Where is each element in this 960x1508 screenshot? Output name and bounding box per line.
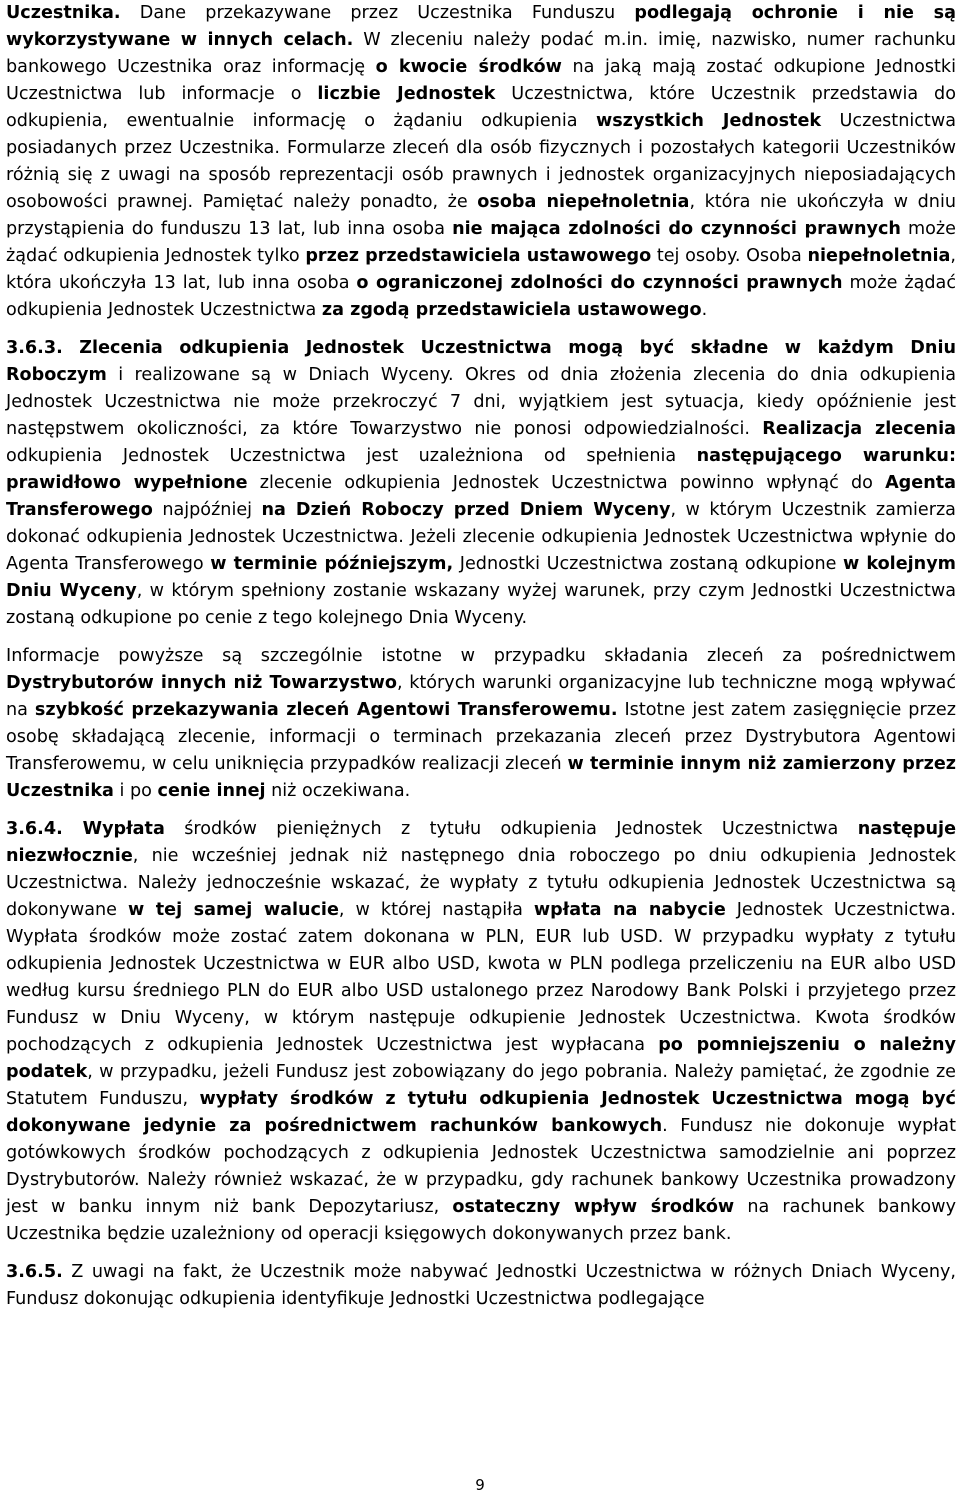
bold-text-run: wpłata na nabycie (533, 900, 726, 920)
text-run: , w której nastąpiła (338, 900, 534, 920)
text-run: , która nie ukończyła w dniu przystąpienia do funduszu 13 lat, lub inna osoba (6, 192, 956, 239)
text-run: może żądać odkupienia Jednostek Uczestnictwa (6, 273, 956, 320)
page-number: 9 (475, 1476, 485, 1494)
text-run: na rachunek bankowy Uczestnika będzie uzależniony od operacji księgowych dokonywanych przez bank. (6, 1197, 956, 1244)
bold-text-run: 3.6.5. (6, 1262, 63, 1282)
bold-text-run: Uczestnika. (6, 3, 121, 23)
text-run: , w przypadku, jeżeli Fundusz jest zobowiązany do jego pobrania. Należy pamiętać, że zgodnie ze Statutem Funduszu, (6, 1062, 956, 1109)
bold-text-run: liczbie Jednostek (317, 84, 496, 104)
bold-text-run: szybkość przekazywania zleceń Agentowi Transferowemu. (34, 700, 618, 720)
bold-text-run: w terminie innym niż zamierzony przez Uczestnika (6, 754, 956, 801)
paragraph-information (6, 643, 956, 805)
bold-text-run: 3.6.3. Zlecenia odkupienia Jednostek Uczestnictwa mogą być składne w każdym Dniu Roboczym (6, 338, 956, 385)
bold-text-run: po pomniejszeniu o należny podatek (6, 1035, 956, 1082)
text-run: odkupienia Jednostek Uczestnictwa jest uzależniona od spełnienia (6, 446, 697, 466)
bold-text-run: nie mająca zdolności do czynności prawnych (452, 219, 901, 239)
text-run: , w którym Uczestnik zamierza dokonać odkupienia Jednostek Uczestnictwa. Jeżeli zlecenie odkupienia Jednostek Uczestnictwa wpłynie do Agenta Transferowego (6, 500, 956, 574)
bold-text-run: następuje niezwłocznie (6, 819, 956, 866)
bold-text-run: wypłaty środków z tytułu odkupienia Jednostek Uczestnictwa mogą być dokonywane jedynie za pośrednictwem rachunków bankowych (6, 1089, 956, 1136)
bold-text-run: w kolejnym Dniu Wyceny (6, 554, 956, 601)
bold-text-run: w terminie późniejszym, (210, 554, 454, 574)
bold-text-run: Realizacja zlecenia (762, 419, 956, 439)
bold-text-run: o kwocie środków (375, 57, 562, 77)
text-run: . (701, 300, 708, 320)
bold-text-run: niepełnoletnia (807, 246, 951, 266)
text-run: niż oczekiwana. (265, 781, 411, 801)
text-run: , w którym spełniony zostanie wskazany wyżej warunek, przy czym Jednostki Uczestnictwa zostaną odkupione po cenie z tego kolejnego Dnia Wyceny. (6, 581, 957, 628)
bold-text-run: Dystrybutorów innych niż Towarzystwo (6, 673, 397, 693)
text-run: Jednostki Uczestnictwa zostaną odkupione (453, 554, 844, 574)
text-run: może żądać odkupienia Jednostek tylko (6, 219, 956, 266)
text-run: W zleceniu należy podać m.in. imię, nazwisko, numer rachunku bankowego Uczestnika oraz informację (6, 30, 956, 77)
bold-text-run: wszystkich Jednostek (595, 111, 822, 131)
bold-text-run: 3.6.4. Wypłata (6, 819, 165, 839)
text-run: Jednostek Uczestnictwa. Wypłata środków może zostać zatem dokonana w PLN, EUR lub USD. W przypadku wypłaty z tytułu odkupienia Jednostek Uczestnictwa w EUR albo USD, kwota w PLN podlega przeliczeniu na EUR albo USD według kursu średniego PLN do EUR albo USD ustalonego przez Narodowy Bank Polski i przyjetego przez Fundusz w Dniu Wyceny, w którym następuje odkupienie Jednostek Uczestnictwa. Kwota środków pochodzących z odkupienia Jednostek Uczestnictwa jest wypłacana (6, 900, 956, 1055)
text-run: Dane przekazywane przez Uczestnika Funduszu (120, 3, 635, 23)
bold-text-run: Agenta Transferowego (6, 473, 957, 520)
bold-text-run: w tej samej walucie (127, 900, 339, 920)
text-run: i realizowane są w Dniach Wyceny. Okres od dnia złożenia zlecenia do dnia odkupienia Jednostek Uczestnictwa nie może przekroczyć 7 dni, wyjątkiem jest sytuacja, kiedy opóźnienie jest następstwem okoliczności, za które Towarzystwo nie ponosi odpowiedzialności. (6, 365, 956, 439)
text-run: środków pieniężnych z tytułu odkupienia Jednostek Uczestnictwa (164, 819, 858, 839)
bold-text-run: przez przedstawiciela ustawowego (305, 246, 652, 266)
text-run: na jaką mają zostać odkupione Jednostki Uczestnictwa lub informacje o (6, 57, 957, 104)
text-run: tej osoby. Osoba (651, 246, 808, 266)
text-run: zlecenie odkupienia Jednostek Uczestnictwa powinno wpłynąć do (247, 473, 886, 493)
paragraph-intro (6, 0, 956, 324)
bold-text-run: następującego warunku: prawidłowo wypełnione (6, 446, 956, 493)
text-run: . Fundusz nie dokonuje wypłat gotówkowych środków pochodzących z odkupienia Jednostek Uczestnictwa samodzielnie ani poprzez Dystrybutorów. Należy również wskazać, że w przypadku, gdy rachunek bankowy Uczestnika prowadzony jest w banku innym niż bank Depozytariusz, (6, 1116, 956, 1217)
bold-text-run: cenie innej (157, 781, 266, 801)
text-run: i po (113, 781, 158, 801)
text-run: Z uwagi na fakt, że Uczestnik może nabywać Jednostki Uczestnictwa w różnych Dniach Wyceny, Fundusz dokonując odkupienia identyfikuje Jednostki Uczestnictwa podlegające (6, 1262, 956, 1309)
bold-text-run: za zgodą przedstawiciela ustawowego (321, 300, 702, 320)
text-run: najpóźniej (152, 500, 262, 520)
text-run: , nie wcześniej jednak niż następnego dnia roboczego po dniu odkupienia Jednostek Uczestnictwa. Należy jednocześnie wskazać, że wypłaty z tytułu odkupienia Jednostek Uczestnictwa są dokonywane (6, 846, 956, 920)
bold-text-run: ostateczny wpływ środków (452, 1197, 735, 1217)
text-run: Uczestnictwa, które Uczestnik przedstawia do odkupienia, ewentualnie informację o żądaniu odkupienia (6, 84, 956, 131)
paragraph-3-6-4 (6, 816, 956, 1248)
paragraph-3-6-5 (6, 1259, 956, 1313)
text-run: , których warunki organizacyjne lub techniczne mogą wpływać na (6, 673, 956, 720)
text-run: Informacje powyższe są szczególnie istotne w przypadku składania zleceń za pośrednictwem (6, 646, 956, 666)
bold-text-run: na Dzień Roboczy przed Dniem Wyceny (261, 500, 671, 520)
bold-text-run: o ograniczonej zdolności do czynności prawnych (356, 273, 843, 293)
text-run: , która ukończyła 13 lat, lub inna osoba (6, 246, 957, 293)
text-run: Uczestnictwa posiadanych przez Uczestnika. Formularze zleceń dla osób fizycznych i pozostałych kategorii Uczestników różnią się z uwagi na sposób reprezentacji osób prawnych i jednostek organizacyjnych nieposiadających osobowości prawnej. Pamiętać należy ponadto, że (6, 111, 956, 212)
paragraph-3-6-3 (6, 335, 956, 632)
text-run: Istotne jest zatem zasięgnięcie przez osobę składającą zlecenie, informacji o terminach przekazania zleceń przez Dystrybutora Agentowi Transferowemu, w celu uniknięcia przypadków realizacji zleceń (6, 700, 956, 774)
bold-text-run: podlegają ochronie i nie są wykorzystywane w innych celach. (6, 3, 957, 50)
bold-text-run: osoba niepełnoletnia (477, 192, 690, 212)
